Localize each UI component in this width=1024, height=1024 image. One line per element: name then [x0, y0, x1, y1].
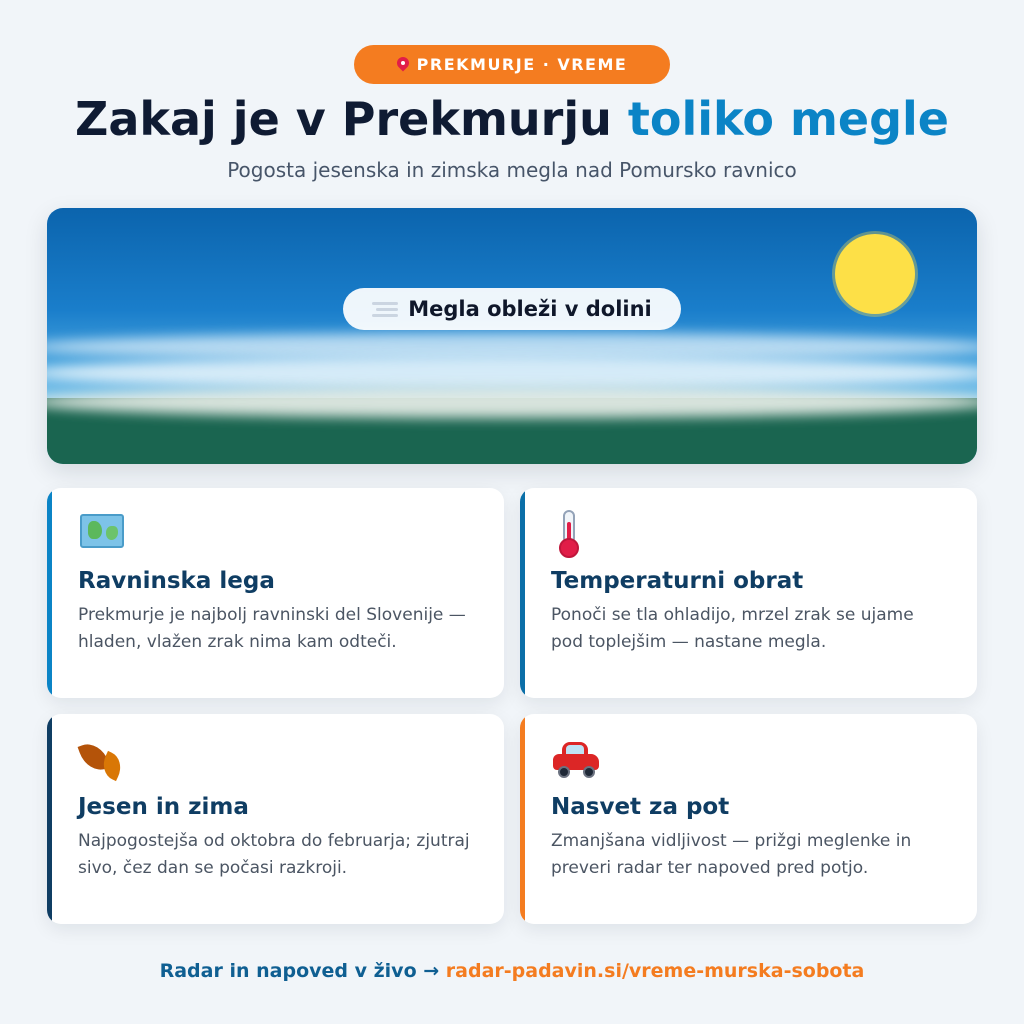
- footer-link[interactable]: radar-padavin.si/vreme-murska-sobota: [445, 960, 865, 982]
- hero-label: Megla obleži v dolini: [408, 297, 652, 321]
- info-card-flat-terrain: [47, 488, 504, 698]
- footer: [0, 960, 1024, 982]
- car-icon: [551, 736, 601, 780]
- sun-icon: [835, 234, 915, 314]
- pin-icon: [397, 57, 409, 73]
- page-title: [0, 92, 1024, 146]
- info-card-temperature-inversion: [520, 488, 977, 698]
- fog-layer: [47, 356, 977, 390]
- fog-icon: [372, 302, 398, 317]
- card-title: Nasvet za pot: [551, 794, 730, 820]
- card-title: Jesen in zima: [78, 794, 249, 820]
- hero-label-pill: [343, 288, 681, 330]
- card-text: Prekmurje je najbolj ravninski del Slovenije — hladen, vlažen zrak nima kam odteči.: [78, 605, 466, 652]
- title-main: Zakaj je v Prekmurju: [74, 92, 628, 146]
- card-text: Ponoči se tla ohladijo, mrzel zrak se ujame pod toplejšim — nastane megla.: [551, 605, 914, 652]
- map-icon: [78, 510, 128, 554]
- card-text: Zmanjšana vidljivost — prižgi meglenke in preveri radar ter napoved pred potjo.: [551, 831, 912, 878]
- card-title: Ravninska lega: [78, 568, 275, 594]
- leaves-icon: [78, 736, 128, 780]
- page-subtitle: Pogosta jesenska in zimska megla nad Pomursko ravnico: [227, 158, 797, 182]
- card-title: Temperaturni obrat: [551, 568, 804, 594]
- title-accent: toliko megle: [627, 92, 949, 146]
- fog-layer: [47, 386, 977, 418]
- card-text: Najpogostejša od oktobra do februarja; zjutraj sivo, čez dan se počasi razkroji.: [78, 831, 470, 878]
- footer-text: Radar in napoved v živo →: [159, 960, 446, 982]
- info-card-season: [47, 714, 504, 924]
- location-badge: [354, 45, 670, 84]
- thermometer-icon: [551, 510, 601, 554]
- badge-text: PREKMURJE · VREME: [416, 55, 628, 74]
- fog-illustration: [47, 208, 977, 464]
- info-card-travel-tip: [520, 714, 977, 924]
